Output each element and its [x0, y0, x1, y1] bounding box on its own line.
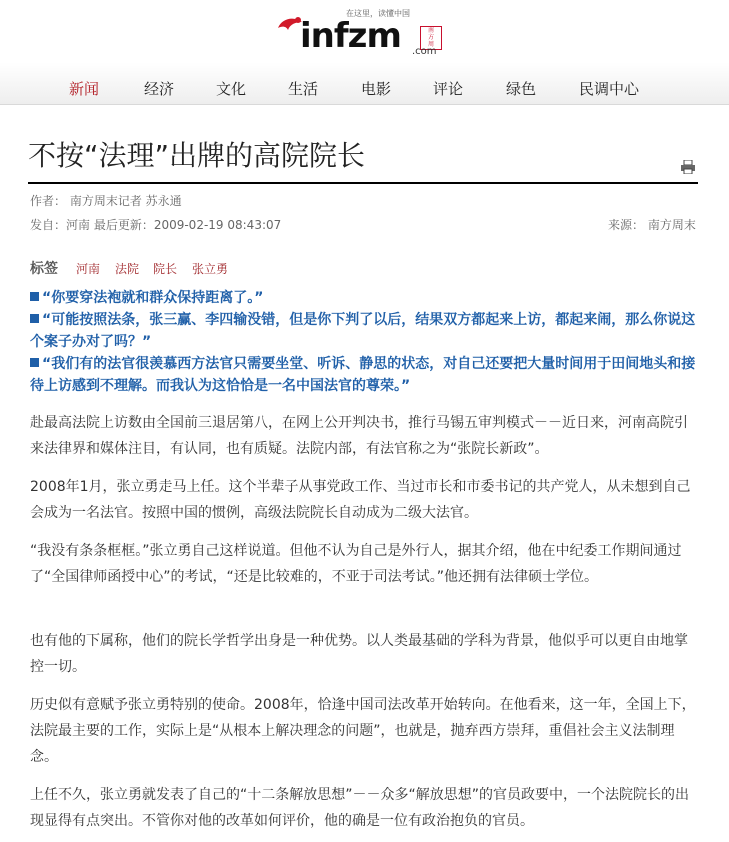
bullet-square-icon: [30, 292, 39, 301]
article-paragraph: 也有他的下属称，他们的院长学哲学出身是一种优势。以人类最基础的学科为背景，他似乎可以更自由地掌控一切。: [30, 633, 688, 675]
article-paragraph: 历史似有意赋予张立勇特别的使命。2008年，恰逢中国司法改革开始转向。在他看来，这一年，全国上下，法院最主要的工作，实际上是“从根本上解决理念的问题”，也就是，抛弃西方崇拜，重倡社会主义法制理念。: [30, 697, 696, 765]
logo-seal-icon: 南 方 周: [420, 26, 442, 50]
pullquote: [30, 353, 700, 397]
nav-item-life[interactable]: 生活: [288, 80, 319, 98]
pullquote: [30, 287, 700, 309]
tag-link[interactable]: 河南: [76, 262, 101, 276]
article-paragraph: 2008年1月，张立勇走马上任。这个半辈子从事党政工作、当过市长和市委书记的共产党人，从未想到自己会成为一名法官。按照中国的惯例，高级法院院长自动成为二级大法官。: [30, 479, 691, 521]
nav-item-economy[interactable]: 经济: [144, 80, 175, 98]
pullquote-text: “你要穿法袍就和群众保持距离了。”: [42, 290, 264, 306]
main-nav: [0, 78, 729, 102]
tag-link[interactable]: 法院: [115, 262, 140, 276]
logo-slogan: 在这里，读懂中国: [346, 9, 410, 18]
nav-item-culture[interactable]: 文化: [216, 80, 247, 98]
nav-item-green[interactable]: 绿色: [506, 80, 537, 98]
bullet-square-icon: [30, 314, 39, 323]
logo-domain: .com: [412, 46, 437, 57]
pullquote: [30, 309, 700, 353]
nav-item-news[interactable]: 新闻: [69, 80, 100, 98]
pullquote-text: “可能按照法条，张三赢、李四输没错，但是你下判了以后，结果双方都起来上访，都起来闹，那么你说这个案子办对了吗？”: [30, 312, 696, 350]
nav-item-polls[interactable]: 民调中心: [579, 80, 640, 98]
pullquote-text: “我们有的法官很羡慕西方法官只需要坐堂、听诉、静思的状态，对自己还要把大量时间用于田间地头和接待上访感到不理解。而我认为这恰恰是一名中国法官的尊荣。”: [30, 356, 696, 394]
logo-text: infzm: [300, 16, 401, 56]
article-source: 来源： 南方周末: [608, 218, 696, 232]
tag-link[interactable]: 张立勇: [192, 262, 229, 276]
site-header: [0, 0, 729, 105]
article-paragraph: 赴最高法院上访数由全国前三退居第八，在网上公开判决书，推行马锡五审判模式－－近日来，河南高院引来法律界和媒体注目，有认同，也有质疑。法院内部，有法官称之为“张院长新政”。: [30, 415, 688, 457]
article-paragraph: 上任不久，张立勇就发表了自己的“十二条解放思想”－－众多“解放思想”的官员政要中，一个法院院长的出现显得有点突出。不管你对他的改革如何评价，他的确是一位有政治抱负的官员。: [30, 787, 690, 829]
print-icon[interactable]: [680, 160, 696, 174]
article-title: 不按“法理”出牌的高院院长: [28, 139, 366, 172]
tag-link[interactable]: 院长: [153, 262, 178, 276]
article-author: 作者： 南方周末记者 苏永通: [30, 194, 182, 208]
tags-label: 标签: [30, 261, 58, 277]
nav-item-opinion[interactable]: 评论: [433, 80, 464, 98]
article-published: 发自：河南 最后更新：2009-02-19 08:43:07: [30, 218, 282, 232]
title-divider: [28, 182, 698, 184]
article-paragraph: “我没有条条框框。”张立勇自己这样说道。但他不认为自己是外行人，据其介绍，他在中纪委工作期间通过了“全国律师函授中心”的考试，“还是比较难的，不亚于司法考试。”他还拥有法律硕士学位。: [30, 543, 682, 585]
nav-item-film[interactable]: 电影: [361, 80, 392, 98]
bullet-square-icon: [30, 358, 39, 367]
site-logo[interactable]: [276, 6, 446, 62]
